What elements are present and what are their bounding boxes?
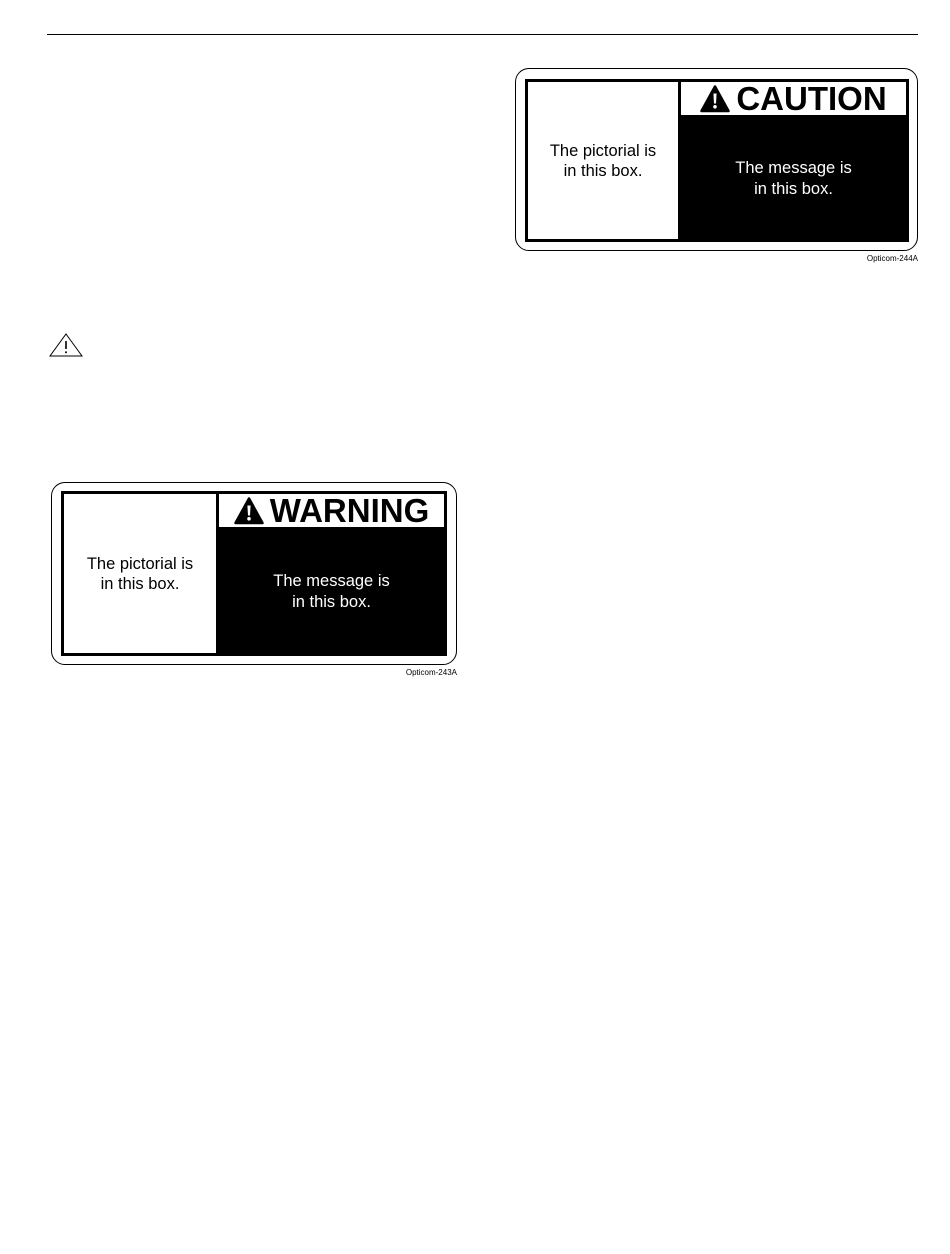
warning-right-panel: [219, 491, 444, 653]
warning-pictorial-line-1: The pictorial is: [86, 554, 194, 573]
safety-alert-triangle-icon: [49, 333, 83, 357]
warning-message-box: [219, 530, 444, 653]
warning-label: [61, 491, 447, 656]
caution-pictorial-box: [528, 82, 681, 239]
caution-signal-word: CAUTION: [736, 79, 887, 117]
warning-message-line-1: The message is: [273, 571, 390, 590]
caution-signal-header: [681, 79, 906, 118]
caution-label: [525, 79, 909, 242]
warning-label-figure: [51, 482, 457, 682]
exclamation-triangle-icon: [234, 497, 264, 525]
caution-label-figure: [515, 68, 918, 268]
header-rule: [47, 34, 918, 35]
caution-right-panel: [681, 79, 906, 239]
warning-figure-id: Opticom-243A: [405, 668, 457, 677]
caution-pictorial-line-2: in this box.: [563, 161, 643, 180]
caution-figure-id: Opticom-244A: [866, 254, 918, 263]
warning-signal-word: WARNING: [269, 491, 430, 529]
warning-message-line-2: in this box.: [292, 592, 371, 611]
exclamation-triangle-icon: [700, 85, 730, 113]
caution-message-box: [681, 118, 906, 239]
warning-pictorial-line-2: in this box.: [100, 574, 180, 593]
caution-message-line-1: The message is: [735, 158, 852, 177]
caution-message-line-2: in this box.: [754, 179, 833, 198]
warning-signal-header: [219, 491, 444, 530]
caution-pictorial-line-1: The pictorial is: [549, 141, 657, 160]
warning-pictorial-box: [64, 494, 219, 653]
